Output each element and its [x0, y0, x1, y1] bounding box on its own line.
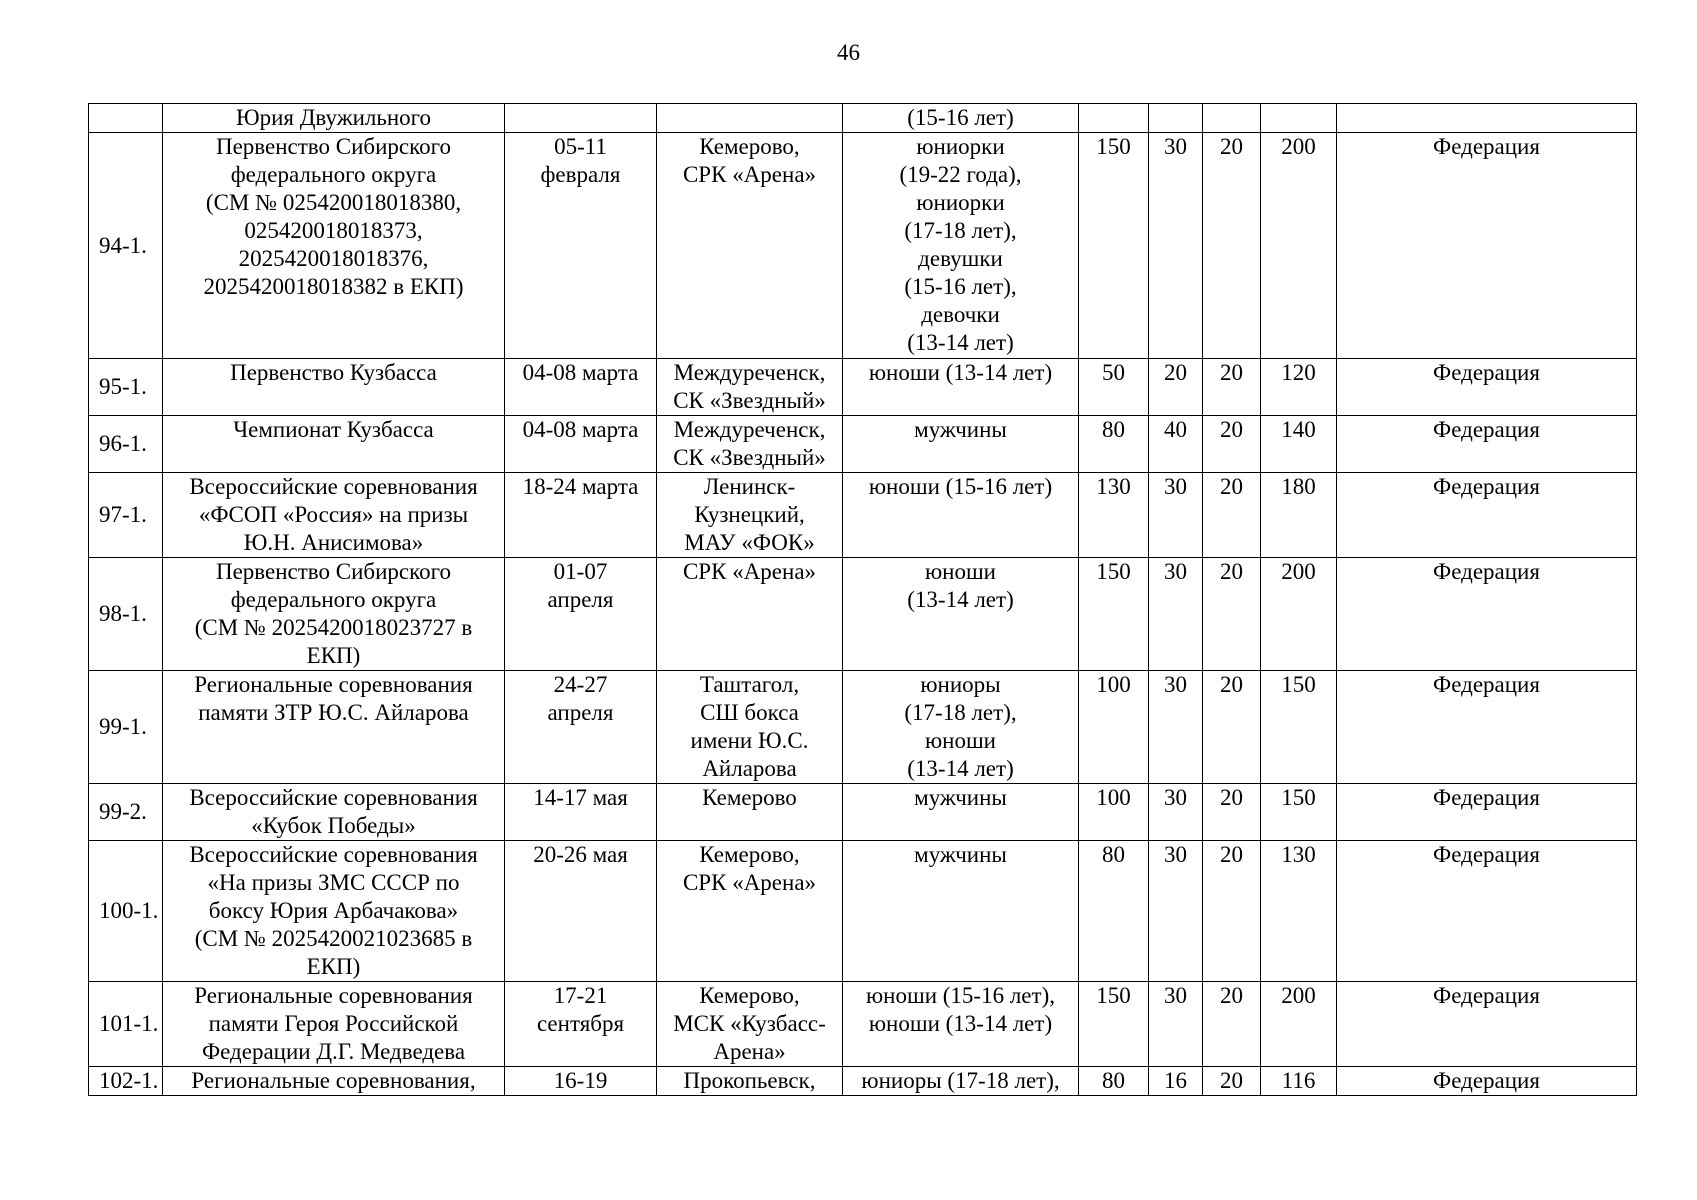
row-number: 98-1. [89, 558, 163, 671]
count-coaches: 30 [1149, 982, 1203, 1067]
event-name: Региональные соревнования памяти Героя Российской Федерации Д.Г. Медведева [163, 982, 505, 1067]
count-athletes: 150 [1079, 982, 1149, 1067]
organizer: Федерация [1337, 133, 1637, 359]
count-judges: 20 [1203, 133, 1261, 359]
participant-group: (15-16 лет) [843, 104, 1079, 133]
organizer: Федерация [1337, 841, 1637, 982]
table-row [89, 841, 1637, 982]
organizer: Федерация [1337, 671, 1637, 784]
count-coaches: 30 [1149, 841, 1203, 982]
row-number: 99-2. [89, 784, 163, 841]
count-coaches: 30 [1149, 558, 1203, 671]
count-coaches [1149, 104, 1203, 133]
count-judges: 20 [1203, 982, 1261, 1067]
count-total: 200 [1261, 558, 1337, 671]
count-total: 150 [1261, 671, 1337, 784]
organizer [1337, 104, 1637, 133]
table-row [89, 982, 1637, 1067]
event-dates: 04-08 марта [505, 359, 657, 416]
count-total: 130 [1261, 841, 1337, 982]
count-judges: 20 [1203, 558, 1261, 671]
event-venue: Междуреченск, СК «Звездный» [657, 359, 843, 416]
participant-group: юноши (15-16 лет) [843, 473, 1079, 558]
count-total: 180 [1261, 473, 1337, 558]
table-row [89, 671, 1637, 784]
event-venue: СРК «Арена» [657, 558, 843, 671]
event-name: Всероссийские соревнования «На призы ЗМС СССР по боксу Юрия Арбачакова» (СМ № 2025420021023685 в ЕКП) [163, 841, 505, 982]
event-dates: 24-27 апреля [505, 671, 657, 784]
count-total [1261, 104, 1337, 133]
event-venue: Прокопьевск, [657, 1067, 843, 1096]
row-number: 101-1. [89, 982, 163, 1067]
event-venue: Кемерово [657, 784, 843, 841]
count-judges: 20 [1203, 1067, 1261, 1096]
count-coaches: 30 [1149, 784, 1203, 841]
organizer: Федерация [1337, 982, 1637, 1067]
count-judges [1203, 104, 1261, 133]
row-number [89, 104, 163, 133]
table-row [89, 359, 1637, 416]
event-name: Первенство Кузбасса [163, 359, 505, 416]
count-athletes: 50 [1079, 359, 1149, 416]
event-name: Региональные соревнования памяти ЗТР Ю.С. Айларова [163, 671, 505, 784]
row-number: 102-1. [89, 1067, 163, 1096]
table-row [89, 473, 1637, 558]
participant-group: мужчины [843, 784, 1079, 841]
organizer: Федерация [1337, 1067, 1637, 1096]
event-venue: Кемерово, СРК «Арена» [657, 133, 843, 359]
count-athletes: 150 [1079, 133, 1149, 359]
count-coaches: 40 [1149, 416, 1203, 473]
count-total: 200 [1261, 982, 1337, 1067]
row-number: 100-1. [89, 841, 163, 982]
event-venue: Кемерово, СРК «Арена» [657, 841, 843, 982]
participant-group: юноши (15-16 лет), юноши (13-14 лет) [843, 982, 1079, 1067]
event-venue [657, 104, 843, 133]
count-judges: 20 [1203, 416, 1261, 473]
participant-group: юниоры (17-18 лет), [843, 1067, 1079, 1096]
event-name: Первенство Сибирского федерального округа (СМ № 2025420018023727 в ЕКП) [163, 558, 505, 671]
organizer: Федерация [1337, 558, 1637, 671]
participant-group: юниоры (17-18 лет), юноши (13-14 лет) [843, 671, 1079, 784]
event-name: Всероссийские соревнования «ФСОП «Россия» на призы Ю.Н. Анисимова» [163, 473, 505, 558]
count-coaches: 30 [1149, 671, 1203, 784]
event-name: Региональные соревнования, [163, 1067, 505, 1096]
page-number: 46 [837, 40, 860, 65]
event-name: Юрия Двужильного [163, 104, 505, 133]
organizer: Федерация [1337, 416, 1637, 473]
event-dates: 16-19 [505, 1067, 657, 1096]
organizer: Федерация [1337, 473, 1637, 558]
table-row [89, 104, 1637, 133]
participant-group: мужчины [843, 416, 1079, 473]
count-athletes: 100 [1079, 784, 1149, 841]
event-dates [505, 104, 657, 133]
count-judges: 20 [1203, 473, 1261, 558]
count-total: 150 [1261, 784, 1337, 841]
row-number: 99-1. [89, 671, 163, 784]
row-number: 96-1. [89, 416, 163, 473]
event-venue: Ленинск- Кузнецкий, МАУ «ФОК» [657, 473, 843, 558]
count-athletes [1079, 104, 1149, 133]
event-name: Всероссийские соревнования «Кубок Победы» [163, 784, 505, 841]
participant-group: мужчины [843, 841, 1079, 982]
count-coaches: 30 [1149, 473, 1203, 558]
count-judges: 20 [1203, 841, 1261, 982]
event-dates: 05-11 февраля [505, 133, 657, 359]
count-athletes: 130 [1079, 473, 1149, 558]
participant-group: юниорки (19-22 года), юниорки (17-18 лет), девушки (15-16 лет), девочки (13-14 лет) [843, 133, 1079, 359]
count-judges: 20 [1203, 784, 1261, 841]
table-row [89, 558, 1637, 671]
event-dates: 01-07 апреля [505, 558, 657, 671]
table-row [89, 133, 1637, 359]
participant-group: юноши (13-14 лет) [843, 558, 1079, 671]
event-dates: 18-24 марта [505, 473, 657, 558]
count-coaches: 16 [1149, 1067, 1203, 1096]
count-total: 116 [1261, 1067, 1337, 1096]
event-dates: 20-26 мая [505, 841, 657, 982]
table-row [89, 1067, 1637, 1096]
event-dates: 04-08 марта [505, 416, 657, 473]
row-number: 94-1. [89, 133, 163, 359]
count-athletes: 80 [1079, 416, 1149, 473]
row-number: 95-1. [89, 359, 163, 416]
table-row [89, 416, 1637, 473]
row-number: 97-1. [89, 473, 163, 558]
event-name: Чемпионат Кузбасса [163, 416, 505, 473]
count-athletes: 80 [1079, 841, 1149, 982]
count-total: 120 [1261, 359, 1337, 416]
event-venue: Междуреченск, СК «Звездный» [657, 416, 843, 473]
count-athletes: 150 [1079, 558, 1149, 671]
table-row [89, 784, 1637, 841]
count-judges: 20 [1203, 359, 1261, 416]
count-coaches: 20 [1149, 359, 1203, 416]
participant-group: юноши (13-14 лет) [843, 359, 1079, 416]
event-name: Первенство Сибирского федерального округа (СМ № 025420018018380, 025420018018373, 2025420018018376, 2025420018018382 в ЕКП) [163, 133, 505, 359]
organizer: Федерация [1337, 359, 1637, 416]
count-total: 200 [1261, 133, 1337, 359]
event-venue: Кемерово, МСК «Кузбасс- Арена» [657, 982, 843, 1067]
organizer: Федерация [1337, 784, 1637, 841]
count-total: 140 [1261, 416, 1337, 473]
count-athletes: 100 [1079, 671, 1149, 784]
count-coaches: 30 [1149, 133, 1203, 359]
event-dates: 14-17 мая [505, 784, 657, 841]
event-venue: Таштагол, СШ бокса имени Ю.С. Айларова [657, 671, 843, 784]
count-judges: 20 [1203, 671, 1261, 784]
events-table [88, 103, 1637, 1096]
event-dates: 17-21 сентября [505, 982, 657, 1067]
count-athletes: 80 [1079, 1067, 1149, 1096]
